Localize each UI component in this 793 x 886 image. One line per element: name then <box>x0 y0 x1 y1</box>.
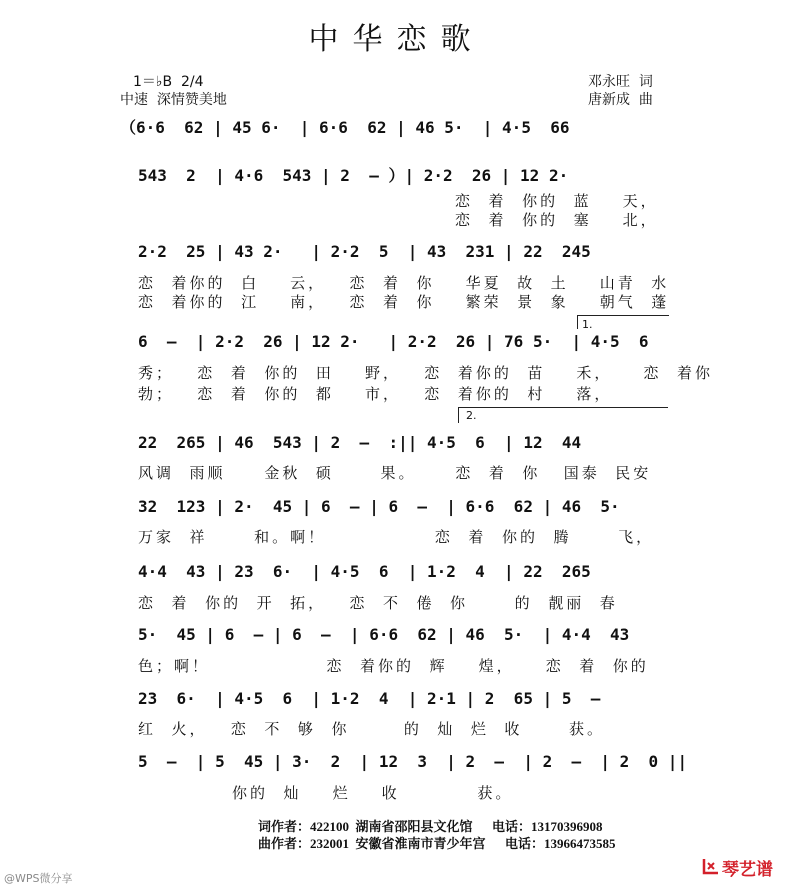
volta-2-edge <box>458 407 459 423</box>
qinyipu-logo-text: 琴艺谱 <box>722 860 773 880</box>
lyric-line-4b: 勃； 恋 着 你的 都 市， 恋 着你的 村 落， <box>138 385 613 403</box>
lyric-line-2b: 恋 着 你的 塞 北， <box>455 211 659 229</box>
lyric-line-8: 色；啊！ 恋 着你的 辉 煌， 恋 着 你的 <box>138 657 649 675</box>
qinyipu-logo-icon <box>702 857 720 875</box>
notation-line-8: 5· 45 | 6 — | 6 — | 6·6 62 | 46 5· | 4·4 43 <box>138 625 630 644</box>
lyricist-credit: 邓永旺 词 <box>588 74 653 90</box>
footer-composer-contact: 曲作者：232001 安徽省淮南市青少年宫 电话：13966473585 <box>258 836 616 851</box>
lyric-line-2a: 恋 着 你的 蓝 天， <box>455 192 659 210</box>
volta-1-bracket <box>577 315 669 316</box>
notation-line-7: 4·4 43 | 23 6· | 4·5 6 | 1·2 4 | 22 265 <box>138 562 591 581</box>
notation-line-2: 543 2 | 4·6 543 | 2 — ）| 2·2 26 | 12 2· <box>138 166 569 185</box>
lyric-line-5: 风调 雨顺 金秋 硕 果。 恋 着 你 国泰 民安 <box>138 464 652 482</box>
volta-2-label: 2. <box>466 409 477 422</box>
notation-line-3: 2·2 25 | 43 2· | 2·2 5 | 43 231 | 22 245 <box>138 242 591 261</box>
lyric-line-6: 万家 祥 和。啊！ 恋 着 你的 腾 飞， <box>138 528 655 546</box>
composer-credit: 唐新成 曲 <box>588 92 653 108</box>
footer-lyricist-contact: 词作者：422100 湖南省邵阳县文化馆 电话：13170396908 <box>258 819 603 834</box>
key-signature: 1＝♭B 2/4 <box>133 74 204 90</box>
lyric-line-4a: 秀； 恋 着 你的 田 野， 恋 着你的 苗 禾， 恋 着你 <box>138 364 714 382</box>
lyric-line-3b: 恋 着你的 江 南， 恋 着 你 繁荣 景 象 朝气 蓬 <box>138 293 670 311</box>
tempo-marking: 中速 深情赞美地 <box>120 92 227 108</box>
wps-watermark: @WPS微分享 <box>4 872 73 885</box>
volta-1-edge <box>577 315 578 329</box>
volta-1-label: 1. <box>582 318 593 331</box>
notation-line-10: 5 — | 5 45 | 3· 2 | 12 3 | 2 — | 2 — | 2 0 || <box>138 752 688 771</box>
volta-2-bracket <box>458 407 668 408</box>
page-title: 中华恋歌 <box>308 22 485 57</box>
lyric-line-10: 你的 灿 烂 收 获。 <box>232 784 514 802</box>
notation-line-1: （6·6 62 | 45 6· | 6·6 62 | 46 5· | 4·5 66 <box>120 118 570 137</box>
notation-line-4: 6 — | 2·2 26 | 12 2· | 2·2 26 | 76 5· | 4·5 6 <box>138 332 649 351</box>
lyric-line-7: 恋 着 你的 开 拓， 恋 不 倦 你 的 靓丽 春 <box>138 594 618 612</box>
notation-line-9: 23 6· | 4·5 6 | 1·2 4 | 2·1 | 2 65 | 5 — <box>138 689 601 708</box>
notation-line-6: 32 123 | 2· 45 | 6 — | 6 — | 6·6 62 | 46 5· <box>138 497 620 516</box>
lyric-line-9: 红 火， 恋 不 够 你 的 灿 烂 收 获。 <box>138 720 606 738</box>
notation-line-5: 22 265 | 46 543 | 2 — :|| 4·5 6 | 12 44 <box>138 433 582 452</box>
lyric-line-3a: 恋 着你的 白 云， 恋 着 你 华夏 故 土 山青 水 <box>138 274 670 292</box>
